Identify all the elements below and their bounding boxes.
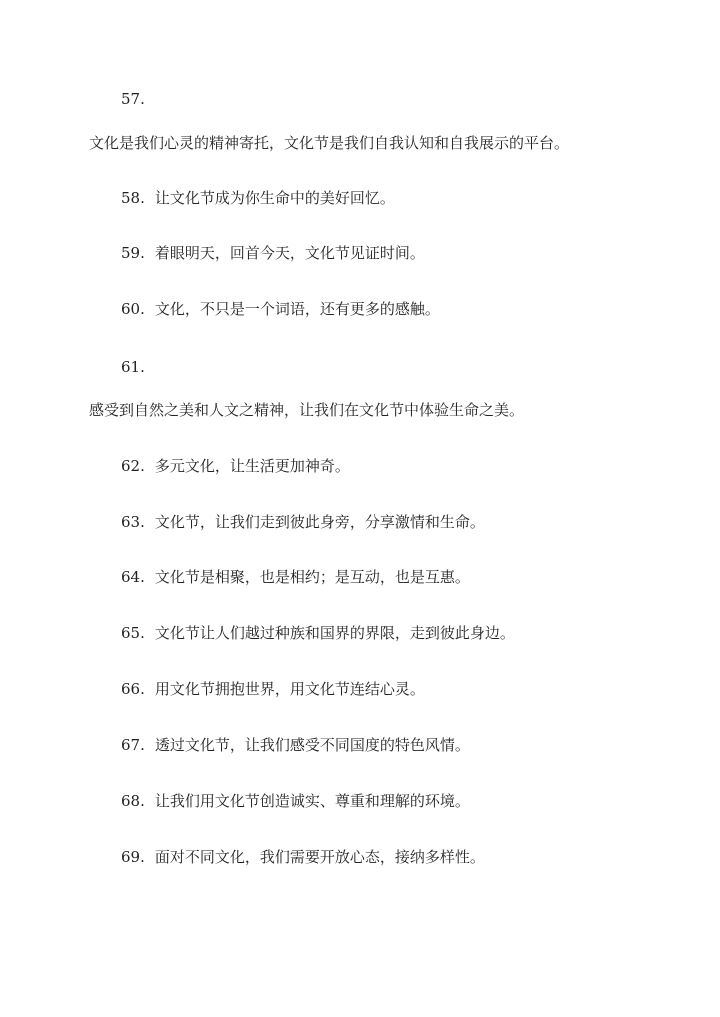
item-text-67: 透过文化节，让我们感受不同国度的特色风情。 (154, 736, 470, 754)
list-item-59 (121, 243, 425, 263)
item-number-66: 66. (121, 680, 145, 698)
item-text-64: 文化节是相聚，也是相约；是互动，也是互惠。 (154, 568, 470, 586)
list-item-63 (121, 512, 485, 532)
list-item-62 (121, 456, 350, 476)
item-text-62: 多元文化，让生活更加神奇。 (154, 457, 350, 475)
list-item-64 (121, 567, 470, 587)
item-number-68: 68. (121, 792, 145, 810)
item-number-59: 59. (121, 244, 145, 262)
item-number-69: 69. (121, 848, 145, 866)
list-item-60 (121, 299, 440, 319)
item-text-59: 着眼明天，回首今天，文化节见证时间。 (154, 244, 425, 262)
item-text-68: 让我们用文化节创造诚实、尊重和理解的环境。 (154, 792, 470, 810)
list-item-69 (121, 847, 485, 867)
item-number-61: 61. (121, 358, 145, 376)
item-number-57: 57. (121, 90, 145, 108)
item-number-67: 67. (121, 736, 145, 754)
item-text-65: 文化节让人们越过种族和国界的界限，走到彼此身边。 (154, 624, 515, 642)
list-item-65 (121, 623, 515, 643)
item-number-58: 58. (121, 189, 145, 207)
item-text-69: 面对不同文化，我们需要开放心态，接纳多样性。 (154, 848, 485, 866)
item-text-57: 文化是我们心灵的精神寄托，文化节是我们自我认知和自我展示的平台。 (89, 134, 570, 152)
item-text-66: 用文化节拥抱世界，用文化节连结心灵。 (154, 680, 425, 698)
item-number-63: 63. (121, 513, 145, 531)
item-number-62: 62. (121, 457, 145, 475)
list-item-67 (121, 735, 470, 755)
item-number-60: 60. (121, 300, 145, 318)
item-text-60: 文化，不只是一个词语，还有更多的感触。 (154, 300, 440, 318)
item-number-64: 64. (121, 568, 145, 586)
list-item-68 (121, 791, 470, 811)
list-item-66 (121, 679, 425, 699)
item-text-63: 文化节，让我们走到彼此身旁，分享激情和生命。 (154, 513, 485, 531)
item-text-58: 让文化节成为你生命中的美好回忆。 (154, 189, 395, 207)
item-text-61: 感受到自然之美和人文之精神，让我们在文化节中体验生命之美。 (89, 401, 525, 419)
list-item-58 (121, 188, 395, 208)
item-number-65: 65. (121, 624, 145, 642)
